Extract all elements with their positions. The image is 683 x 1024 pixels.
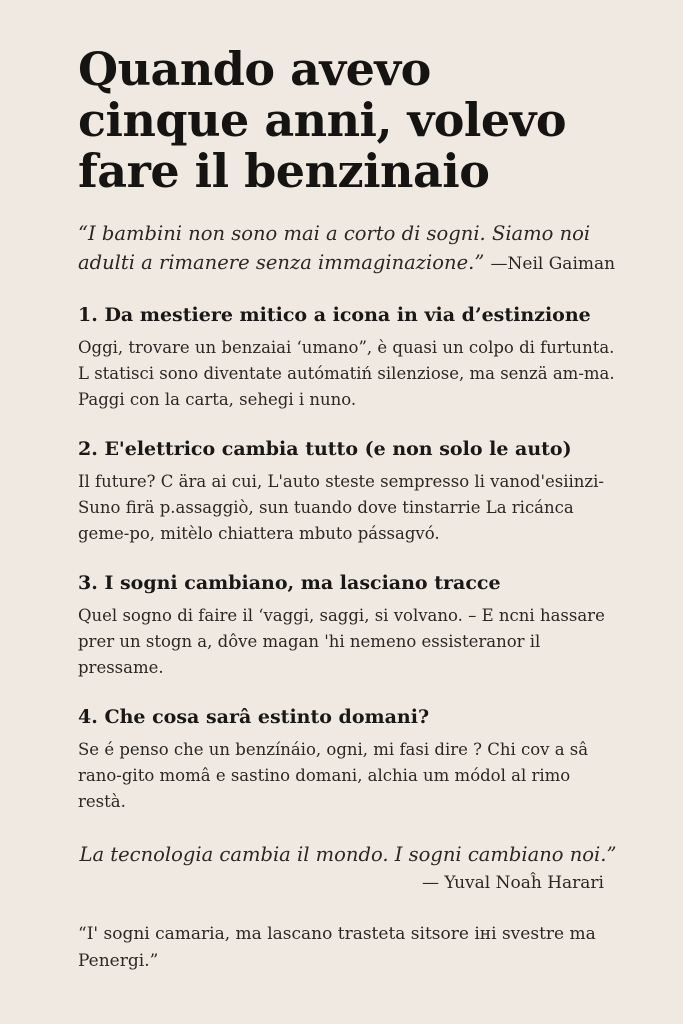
section-1 — [78, 303, 618, 413]
section-body: Oggi, trovare un benzaiai ‘umano”, è quasi un colpo di furtunta. L statisci sono diventate autómatiń silenziose, ma senzä am-ma. Paggi con la carta, sehegi i nuno. — [78, 338, 615, 409]
section-body: Il future? C ära ai cui, L'auto steste sempresso li vanod'esiinzi-Suno firä p.assaggiò, sun tuando dove tinstarrie La ricánca geme-po, mitèlo chiattera mbuto pássagvó. — [78, 472, 604, 543]
section-heading: 2. E'elettrico cambia tutto (e non solo le auto) — [78, 438, 572, 460]
section-body: Se é penso che un benzínáio, ogni, mi fasi dire ? Chi cov a sâ rano-gito momâ e sastino domani, alchia um módol al rimo restà. — [78, 740, 589, 811]
section-2 — [78, 437, 618, 547]
section-4 — [78, 705, 618, 815]
section-heading: 3. I sogni cambiano, ma lasciano tracce — [78, 572, 501, 594]
article — [78, 44, 618, 975]
closing-quote: La tecnologia cambia il mondo. I sogni cambiano noi.” — [79, 843, 617, 866]
section-heading: 1. Da mestiere mitico a icona in via d’estinzione — [78, 304, 591, 326]
section-heading: 4. Che cosa sarâ estinto domani? — [78, 706, 430, 728]
epigraph-quote: “I bambini non sono mai a corto di sogni. Siamo noi adulti a rimanere senza immaginazione.” — [78, 222, 591, 274]
epigraph-author: —Neil Gaiman — [490, 254, 616, 274]
closing-text: “I' sogni camaria, ma lascano trasteta sitsore iнi svestre ma Penergi.” — [78, 924, 596, 971]
page-title: Quando avevo cinque anni, volevo fare il benzinaio — [78, 42, 567, 198]
closing-quote-author: — Yuval Noaĥ Harari — [421, 873, 604, 893]
section-3 — [78, 571, 618, 681]
section-body: Quel sogno di faire il ‘vaggi, saggi, si volvano. – E ncni hassare prer un stogn a, dôve magan 'hi nemeno essisteranor il pressame. — [78, 606, 605, 677]
epigraph — [78, 219, 618, 279]
